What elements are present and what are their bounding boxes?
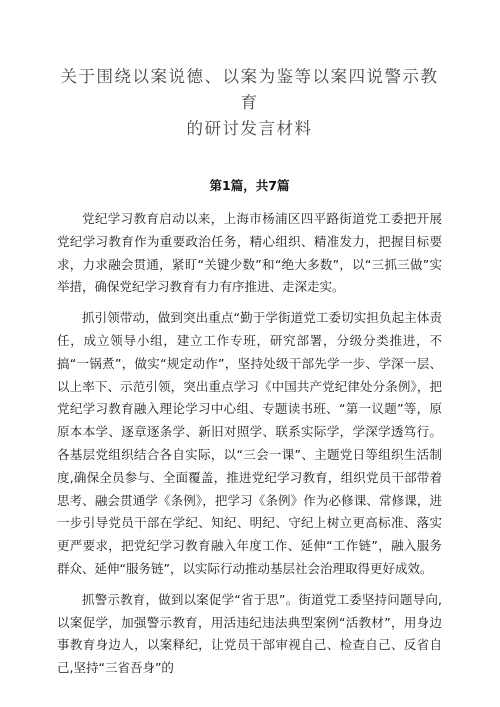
document-title [57, 64, 442, 142]
body-paragraph-1: 党纪学习教育启动以来，上海市杨浦区四平路街道党工委把开展党纪学习教育作为重要政治任务，精心组织、精准发力，把握目标要求，力求融会贯通，紧盯“关键少数”和“绝大多数”，以“三抓三做”实举措，确保党纪学习教育有力有序推进、走深走实。 [57, 211, 442, 295]
title-line-2: 的研讨发言材料 [186, 119, 313, 138]
section-label: 第1篇，共7篇 [209, 178, 290, 193]
title-line-1: 关于围绕以案说德、以案为鉴等以案四说警示教育 [60, 67, 439, 112]
body-paragraph-3: 抓警示教育，做到以案促学“省于思”。街道党工委坚持问题导向,以案促学，加强警示教育，用活违纪违法典型案例“活教材”，用身边事教育身边人，以案释纪，让党员干部审视自己、检查自己、反省自己,坚持“三省吾身”的 [57, 591, 442, 676]
body-paragraph-2: 抓引领带动，做到突出重点“勤于学街道党工委切实担负起主体责任，成立领导小组，建立工作专班，研究部署，分级分类推进，不搞“一锅煮”，做实“规定动作”，坚持处级干部先学一步、学深一层、以上率下、示范引领，突出重点学习《中国共产党纪律处分条例》，把党纪学习教育融入理论学习中心组、专题读书班、“第一议题”等，原原本本学、逐章逐条学、新旧对照学、联系实际学，学深学透笃行。各基层党组织结合各自实际，以“三会一课”、主题党日等组织生活制度,确保全员参与、全面覆盖，推进党纪学习教育，组织党员干部带着思考、融会贯通学《条例》，把学习《条例》作为必修课、常修课，进一步引导党员干部在学纪、知纪、明纪、守纪上树立更高标准、落实更严要求，把党纪学习教育融入年度工作、延伸“工作链”，融入服务群众、延伸“服务链”，以实际行动推动基层社会治理取得更好成效。 [57, 310, 442, 576]
